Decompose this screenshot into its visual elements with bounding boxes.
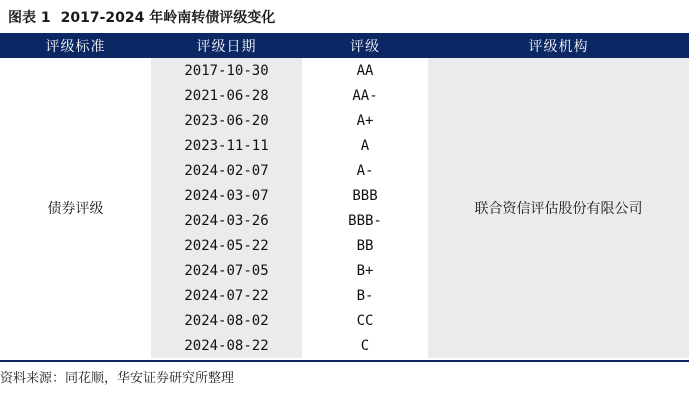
cell-date: 2021-06-28 xyxy=(151,83,302,108)
cell-date: 2024-05-22 xyxy=(151,233,302,258)
figure-title xyxy=(8,7,285,29)
cell-date: 2024-03-07 xyxy=(151,183,302,208)
cell-date: 2024-07-05 xyxy=(151,258,302,283)
cell-date: 2024-08-22 xyxy=(151,333,302,358)
cell-rating: A xyxy=(302,133,428,158)
cell-date: 2024-08-02 xyxy=(151,308,302,333)
cell-rating: BBB xyxy=(302,183,428,208)
cell-rating: A+ xyxy=(302,108,428,133)
table-body xyxy=(0,58,689,358)
cell-rating: C xyxy=(302,333,428,358)
cell-date: 2024-03-26 xyxy=(151,208,302,233)
cell-standard: 债券评级 xyxy=(0,58,151,358)
table-row xyxy=(0,58,689,83)
figure-caption: 2017-2024 年岭南转债评级变化 xyxy=(60,10,276,26)
cell-rating: AA xyxy=(302,58,428,83)
cell-date: 2024-02-07 xyxy=(151,158,302,183)
header-date: 评级日期 xyxy=(151,33,302,58)
cell-rating: BB xyxy=(302,233,428,258)
cell-rating: B+ xyxy=(302,258,428,283)
cell-date: 2024-07-22 xyxy=(151,283,302,308)
cell-date: 2023-06-20 xyxy=(151,108,302,133)
cell-rating: CC xyxy=(302,308,428,333)
cell-rating: AA- xyxy=(302,83,428,108)
figure-label: 图表 1 xyxy=(8,10,51,26)
cell-agency: 联合资信评估股份有限公司 xyxy=(428,58,689,358)
cell-rating: BBB- xyxy=(302,208,428,233)
cell-rating: B- xyxy=(302,283,428,308)
cell-date: 2017-10-30 xyxy=(151,58,302,83)
table-header-row xyxy=(0,33,689,58)
header-rating: 评级 xyxy=(302,33,428,58)
source-note: 资料来源：同花顺，华安证券研究所整理 xyxy=(0,371,235,386)
bottom-rule xyxy=(0,360,689,362)
rating-table xyxy=(0,33,689,358)
header-agency: 评级机构 xyxy=(428,33,689,58)
header-standard: 评级标准 xyxy=(0,33,151,58)
cell-rating: A- xyxy=(302,158,428,183)
cell-date: 2023-11-11 xyxy=(151,133,302,158)
